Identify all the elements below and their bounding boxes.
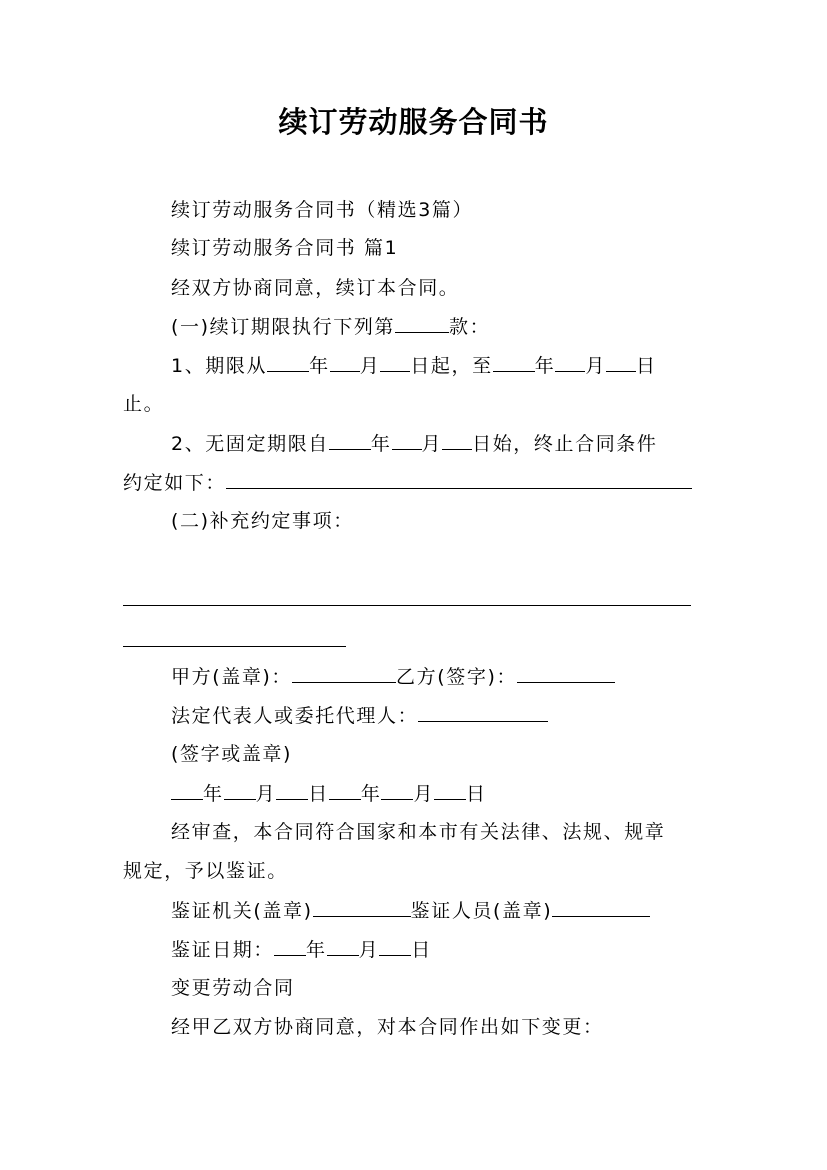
- signature-dates-line: [171, 781, 487, 806]
- certification-line: [171, 898, 650, 923]
- blank-cert-year[interactable]: [274, 937, 306, 956]
- blank-cert-day[interactable]: [379, 937, 411, 956]
- blank-b-day[interactable]: [434, 781, 466, 800]
- label-month: 月: [421, 433, 443, 455]
- term-two-line2-text: 约定如下：: [123, 472, 227, 494]
- label-month: 月: [255, 783, 277, 805]
- blank-cert-month[interactable]: [327, 937, 359, 956]
- label-month: 月: [359, 355, 381, 377]
- blank-open-year[interactable]: [329, 431, 371, 450]
- label-day: 日: [466, 783, 487, 805]
- cert-date-line: [171, 937, 432, 962]
- blank-party-a[interactable]: [292, 664, 396, 683]
- blank-end-day[interactable]: [606, 353, 636, 372]
- blank-termination-conditions[interactable]: [226, 470, 692, 489]
- label-year: 年: [306, 939, 327, 961]
- term-one-prefix: 1、期限从: [171, 355, 268, 377]
- change-text: 经甲乙双方协商同意，对本合同作出如下变更：: [171, 1016, 604, 1038]
- document-title: 续订劳动服务合同书: [278, 105, 549, 139]
- term-two-line: [171, 431, 658, 456]
- label-year: 年: [309, 355, 330, 377]
- label-day: 日: [635, 355, 657, 377]
- blank-start-month[interactable]: [330, 353, 360, 372]
- label-month: 月: [358, 939, 380, 961]
- blank-start-day[interactable]: [380, 353, 410, 372]
- label-day: 日: [308, 783, 329, 805]
- blank-b-year[interactable]: [329, 781, 361, 800]
- blank-supplement-line-2[interactable]: [123, 646, 346, 647]
- label-month: 月: [585, 355, 606, 377]
- blank-a-month[interactable]: [224, 781, 256, 800]
- term-two-mid: 日始，终止合同条件: [472, 433, 658, 455]
- document-subtitle: 续订劳动服务合同书（精选3篇）: [171, 199, 474, 221]
- blank-open-day[interactable]: [442, 431, 472, 450]
- item-one-suffix: 款：: [449, 316, 491, 338]
- cert-date-label: 鉴证日期：: [171, 939, 275, 961]
- sign-or-seal: (签字或盖章): [171, 743, 293, 765]
- term-two-prefix: 2、无固定期限自: [171, 433, 329, 455]
- item-two-label: (二)补充约定事项：: [171, 510, 354, 532]
- review-line-1: 经审查，本合同符合国家和本市有关法律、法规、规章: [171, 821, 666, 843]
- blank-a-day[interactable]: [276, 781, 308, 800]
- label-year: 年: [203, 783, 224, 805]
- term-two-line2: [123, 470, 692, 495]
- party-b-label: 乙方(签字)：: [396, 666, 518, 688]
- blank-party-b[interactable]: [517, 664, 615, 683]
- label-year: 年: [360, 783, 382, 805]
- item-one-label: [171, 314, 490, 339]
- cert-org-label: 鉴证机关(盖章): [171, 900, 313, 922]
- blank-end-year[interactable]: [493, 353, 535, 372]
- blank-a-year[interactable]: [171, 781, 203, 800]
- term-one-mid: 日起，至: [410, 355, 493, 377]
- legal-rep-line: [171, 703, 548, 728]
- label-day: 日: [411, 939, 432, 961]
- blank-open-month[interactable]: [392, 431, 422, 450]
- label-year: 年: [534, 355, 556, 377]
- term-one-line: [171, 353, 657, 378]
- blank-cert-org[interactable]: [313, 898, 411, 917]
- label-month: 月: [413, 783, 435, 805]
- blank-clause-number[interactable]: [395, 314, 449, 333]
- blank-legal-rep[interactable]: [418, 703, 548, 722]
- blank-end-month[interactable]: [555, 353, 585, 372]
- parties-line: [171, 664, 615, 689]
- cert-person-label: 鉴证人员(盖章): [410, 900, 553, 922]
- party-a-label: 甲方(盖章)：: [171, 666, 293, 688]
- blank-start-year[interactable]: [267, 353, 309, 372]
- review-line-2: 规定，予以鉴证。: [123, 860, 288, 882]
- blank-b-month[interactable]: [381, 781, 413, 800]
- blank-supplement-line-1[interactable]: [123, 605, 691, 606]
- item-one-text: (一)续订期限执行下列第: [171, 316, 396, 338]
- blank-cert-person[interactable]: [552, 898, 650, 917]
- legal-rep-label: 法定代表人或委托代理人：: [171, 705, 419, 727]
- label-year: 年: [370, 433, 392, 455]
- paragraph-renewal: 经双方协商同意，续订本合同。: [171, 277, 460, 299]
- term-one-end: 止。: [123, 393, 165, 415]
- change-heading: 变更劳动合同: [171, 977, 295, 999]
- section-heading: 续订劳动服务合同书 篇1: [171, 237, 399, 259]
